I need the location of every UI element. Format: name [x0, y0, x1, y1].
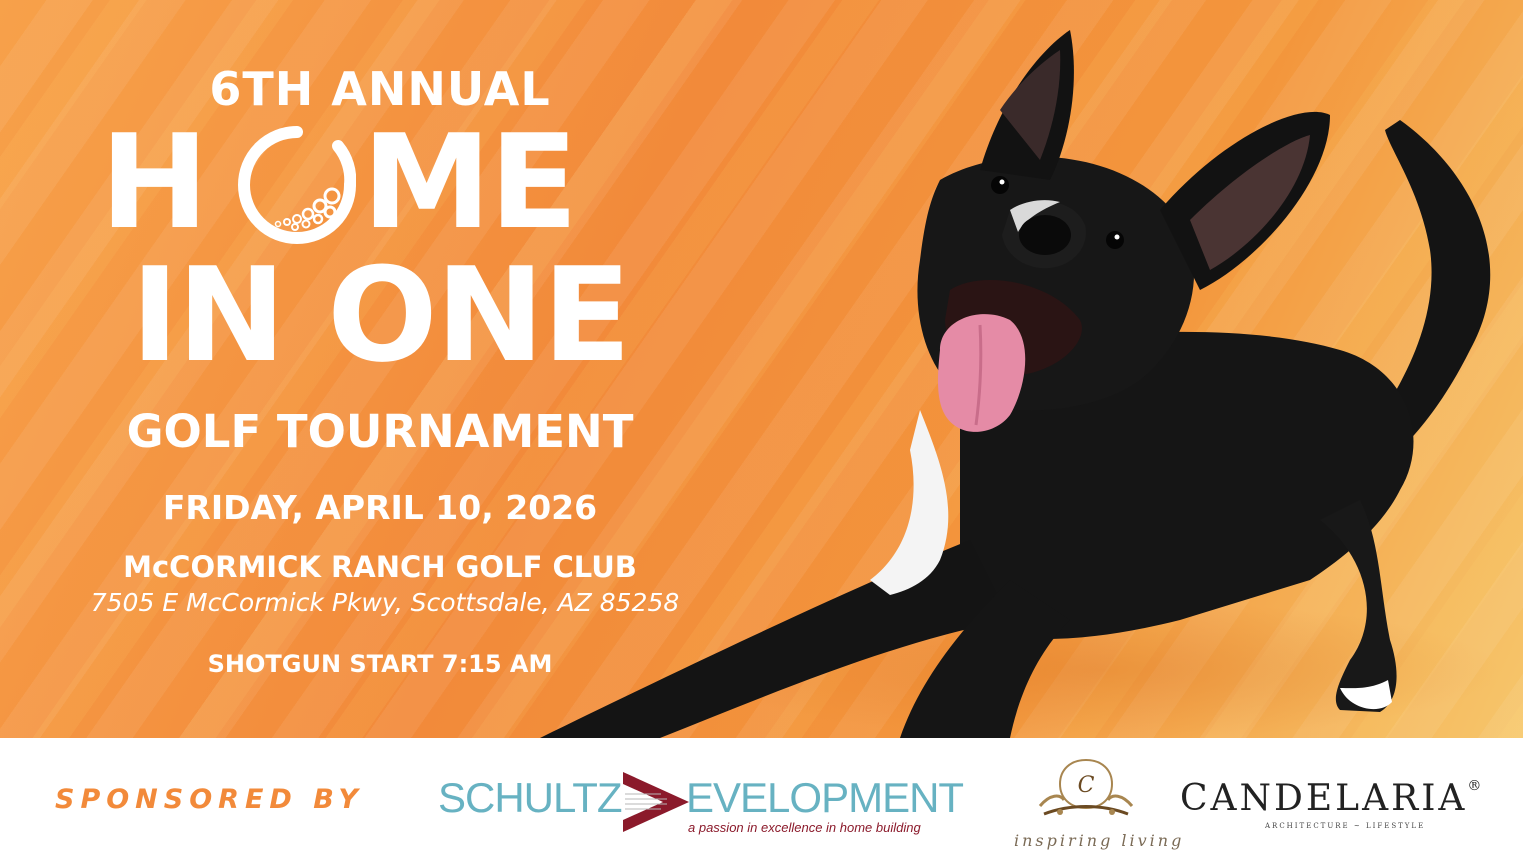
event-start-time: SHOTGUN START 7:15 AM — [207, 650, 553, 678]
event-address: 7505 E McCormick Pkwy, Scottsdale, AZ 85258 — [90, 588, 680, 617]
event-title-me: ME — [362, 106, 577, 258]
sponsor-bar — [0, 738, 1523, 864]
event-title-h: H — [100, 106, 207, 258]
dog-photo — [540, 20, 1523, 738]
candelaria-tagline: ARCHITECTURE ~ LIFESTYLE — [1265, 822, 1426, 830]
event-venue: McCORMICK RANCH GOLF CLUB — [123, 550, 637, 584]
arrow-d-icon — [621, 770, 691, 834]
schultz-name-right: EVELOPMENT — [686, 774, 964, 821]
schultz-name-left: SCHULTZ — [438, 774, 622, 821]
sponsored-by-label: SPONSORED BY — [55, 784, 364, 815]
schultz-development-logo — [438, 768, 964, 838]
event-title-line2: IN ONE — [130, 239, 630, 391]
event-kicker: 6TH ANNUAL — [209, 62, 551, 116]
crest-c-logo — [1030, 754, 1142, 824]
candelaria-logo — [1180, 778, 1481, 819]
schultz-tagline: a passion in excellence in home building — [688, 820, 921, 835]
golf-ball-o-icon — [238, 126, 356, 244]
crest-tagline: inspiring living — [1014, 831, 1185, 850]
candelaria-registered-mark: ® — [1467, 778, 1482, 794]
crest-letter: C — [1077, 773, 1095, 798]
event-subtitle: GOLF TOURNAMENT — [126, 405, 634, 458]
event-date: FRIDAY, APRIL 10, 2026 — [162, 488, 598, 527]
candelaria-name: CANDELARIA — [1180, 778, 1468, 819]
